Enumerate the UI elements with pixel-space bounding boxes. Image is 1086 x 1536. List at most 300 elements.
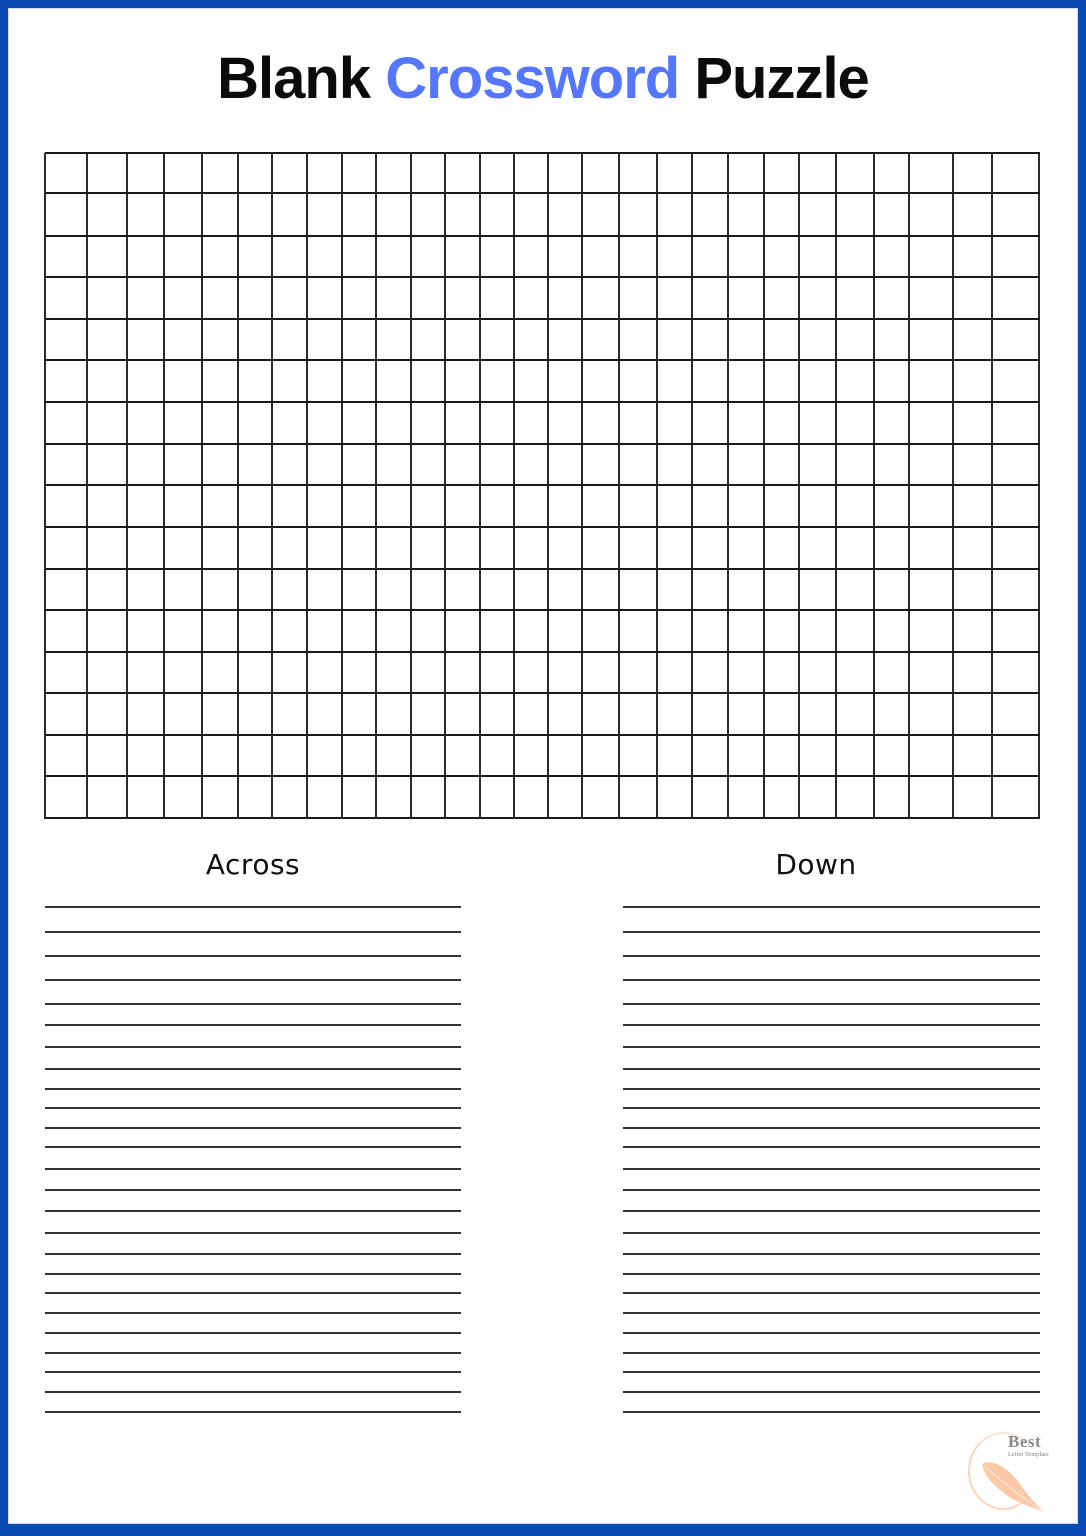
grid-cell[interactable]	[874, 735, 909, 776]
grid-cell[interactable]	[202, 444, 238, 485]
grid-cell[interactable]	[164, 610, 202, 652]
grid-cell[interactable]	[764, 610, 799, 652]
grid-cell[interactable]	[45, 693, 87, 735]
grid-cell[interactable]	[799, 610, 836, 652]
grid-cell[interactable]	[238, 153, 272, 193]
down-clue-line[interactable]	[623, 979, 1040, 981]
grid-cell[interactable]	[953, 193, 992, 236]
grid-cell[interactable]	[45, 402, 87, 444]
grid-cell[interactable]	[238, 193, 272, 236]
grid-cell[interactable]	[127, 277, 164, 319]
grid-cell[interactable]	[657, 569, 692, 610]
grid-cell[interactable]	[307, 610, 342, 652]
grid-cell[interactable]	[836, 776, 874, 818]
grid-cell[interactable]	[164, 569, 202, 610]
across-clue-line[interactable]	[45, 1312, 461, 1314]
grid-cell[interactable]	[582, 610, 619, 652]
grid-cell[interactable]	[342, 236, 376, 277]
grid-cell[interactable]	[272, 735, 307, 776]
grid-cell[interactable]	[548, 735, 582, 776]
down-clue-line[interactable]	[623, 1232, 1040, 1234]
grid-cell[interactable]	[411, 610, 445, 652]
grid-cell[interactable]	[514, 153, 548, 193]
grid-cell[interactable]	[799, 236, 836, 277]
grid-cell[interactable]	[127, 236, 164, 277]
down-clue-line[interactable]	[623, 1411, 1040, 1413]
grid-cell[interactable]	[692, 652, 728, 693]
grid-cell[interactable]	[692, 527, 728, 569]
grid-cell[interactable]	[272, 610, 307, 652]
down-clue-line[interactable]	[623, 1292, 1040, 1294]
grid-cell[interactable]	[953, 693, 992, 735]
grid-cell[interactable]	[411, 485, 445, 527]
grid-cell[interactable]	[836, 360, 874, 402]
grid-cell[interactable]	[657, 610, 692, 652]
grid-cell[interactable]	[728, 527, 764, 569]
grid-cell[interactable]	[411, 527, 445, 569]
grid-cell[interactable]	[992, 569, 1039, 610]
grid-cell[interactable]	[272, 569, 307, 610]
across-clue-line[interactable]	[45, 1232, 461, 1234]
grid-cell[interactable]	[480, 527, 514, 569]
grid-cell[interactable]	[411, 776, 445, 818]
grid-cell[interactable]	[87, 236, 127, 277]
grid-cell[interactable]	[692, 402, 728, 444]
grid-cell[interactable]	[582, 319, 619, 360]
down-clue-line[interactable]	[623, 1146, 1040, 1148]
grid-cell[interactable]	[164, 485, 202, 527]
grid-cell[interactable]	[376, 402, 411, 444]
grid-cell[interactable]	[164, 360, 202, 402]
grid-cell[interactable]	[307, 153, 342, 193]
grid-cell[interactable]	[909, 776, 953, 818]
grid-cell[interactable]	[445, 360, 480, 402]
grid-cell[interactable]	[45, 610, 87, 652]
down-clue-line[interactable]	[623, 931, 1040, 933]
grid-cell[interactable]	[764, 193, 799, 236]
grid-cell[interactable]	[836, 444, 874, 485]
grid-cell[interactable]	[764, 444, 799, 485]
grid-cell[interactable]	[909, 193, 953, 236]
grid-cell[interactable]	[728, 693, 764, 735]
grid-cell[interactable]	[307, 277, 342, 319]
grid-cell[interactable]	[728, 193, 764, 236]
grid-cell[interactable]	[514, 569, 548, 610]
grid-cell[interactable]	[874, 193, 909, 236]
grid-cell[interactable]	[127, 402, 164, 444]
grid-cell[interactable]	[202, 735, 238, 776]
grid-cell[interactable]	[692, 193, 728, 236]
grid-cell[interactable]	[514, 485, 548, 527]
grid-cell[interactable]	[619, 569, 657, 610]
grid-cell[interactable]	[445, 485, 480, 527]
grid-cell[interactable]	[764, 153, 799, 193]
grid-cell[interactable]	[874, 569, 909, 610]
grid-cell[interactable]	[657, 485, 692, 527]
grid-cell[interactable]	[764, 652, 799, 693]
grid-cell[interactable]	[376, 527, 411, 569]
grid-cell[interactable]	[45, 277, 87, 319]
grid-cell[interactable]	[874, 360, 909, 402]
grid-cell[interactable]	[657, 527, 692, 569]
grid-cell[interactable]	[164, 693, 202, 735]
grid-cell[interactable]	[127, 776, 164, 818]
grid-cell[interactable]	[480, 236, 514, 277]
grid-cell[interactable]	[953, 319, 992, 360]
across-clue-line[interactable]	[45, 1088, 461, 1090]
grid-cell[interactable]	[87, 402, 127, 444]
grid-cell[interactable]	[548, 360, 582, 402]
grid-cell[interactable]	[45, 444, 87, 485]
grid-cell[interactable]	[992, 693, 1039, 735]
grid-cell[interactable]	[548, 485, 582, 527]
grid-cell[interactable]	[619, 319, 657, 360]
grid-cell[interactable]	[87, 319, 127, 360]
grid-cell[interactable]	[411, 569, 445, 610]
grid-cell[interactable]	[799, 735, 836, 776]
grid-cell[interactable]	[548, 652, 582, 693]
grid-cell[interactable]	[836, 693, 874, 735]
grid-cell[interactable]	[202, 360, 238, 402]
grid-cell[interactable]	[582, 236, 619, 277]
grid-cell[interactable]	[548, 236, 582, 277]
grid-cell[interactable]	[127, 360, 164, 402]
grid-cell[interactable]	[836, 319, 874, 360]
grid-cell[interactable]	[45, 652, 87, 693]
grid-cell[interactable]	[582, 776, 619, 818]
grid-cell[interactable]	[164, 277, 202, 319]
grid-cell[interactable]	[514, 652, 548, 693]
grid-cell[interactable]	[909, 402, 953, 444]
across-clue-line[interactable]	[45, 1127, 461, 1129]
grid-cell[interactable]	[272, 319, 307, 360]
grid-cell[interactable]	[692, 444, 728, 485]
grid-cell[interactable]	[799, 527, 836, 569]
grid-cell[interactable]	[164, 527, 202, 569]
grid-cell[interactable]	[376, 360, 411, 402]
grid-cell[interactable]	[445, 277, 480, 319]
grid-cell[interactable]	[202, 236, 238, 277]
grid-cell[interactable]	[909, 693, 953, 735]
grid-cell[interactable]	[238, 402, 272, 444]
grid-cell[interactable]	[582, 444, 619, 485]
grid-cell[interactable]	[342, 693, 376, 735]
grid-cell[interactable]	[874, 319, 909, 360]
across-clue-line[interactable]	[45, 906, 461, 908]
grid-cell[interactable]	[272, 236, 307, 277]
grid-cell[interactable]	[376, 735, 411, 776]
grid-cell[interactable]	[127, 610, 164, 652]
grid-cell[interactable]	[307, 360, 342, 402]
grid-cell[interactable]	[202, 569, 238, 610]
grid-cell[interactable]	[127, 527, 164, 569]
grid-cell[interactable]	[411, 360, 445, 402]
grid-cell[interactable]	[127, 693, 164, 735]
grid-cell[interactable]	[992, 527, 1039, 569]
grid-cell[interactable]	[764, 776, 799, 818]
grid-cell[interactable]	[445, 610, 480, 652]
grid-cell[interactable]	[548, 153, 582, 193]
grid-cell[interactable]	[953, 776, 992, 818]
grid-cell[interactable]	[202, 610, 238, 652]
grid-cell[interactable]	[45, 569, 87, 610]
across-clue-line[interactable]	[45, 1046, 461, 1048]
grid-cell[interactable]	[272, 402, 307, 444]
grid-cell[interactable]	[619, 444, 657, 485]
grid-cell[interactable]	[953, 236, 992, 277]
grid-cell[interactable]	[307, 402, 342, 444]
grid-cell[interactable]	[992, 485, 1039, 527]
grid-cell[interactable]	[764, 236, 799, 277]
grid-cell[interactable]	[87, 693, 127, 735]
grid-cell[interactable]	[307, 693, 342, 735]
grid-cell[interactable]	[411, 153, 445, 193]
grid-cell[interactable]	[619, 360, 657, 402]
grid-cell[interactable]	[836, 402, 874, 444]
grid-cell[interactable]	[799, 569, 836, 610]
grid-cell[interactable]	[909, 277, 953, 319]
grid-cell[interactable]	[836, 153, 874, 193]
grid-cell[interactable]	[202, 527, 238, 569]
grid-cell[interactable]	[992, 402, 1039, 444]
grid-cell[interactable]	[164, 652, 202, 693]
grid-cell[interactable]	[445, 693, 480, 735]
grid-cell[interactable]	[836, 569, 874, 610]
grid-cell[interactable]	[376, 776, 411, 818]
grid-cell[interactable]	[548, 444, 582, 485]
grid-cell[interactable]	[445, 527, 480, 569]
grid-cell[interactable]	[307, 485, 342, 527]
grid-cell[interactable]	[992, 776, 1039, 818]
grid-cell[interactable]	[657, 319, 692, 360]
grid-cell[interactable]	[87, 153, 127, 193]
grid-cell[interactable]	[514, 776, 548, 818]
down-clue-line[interactable]	[623, 1024, 1040, 1026]
grid-cell[interactable]	[480, 193, 514, 236]
grid-cell[interactable]	[909, 360, 953, 402]
grid-cell[interactable]	[728, 610, 764, 652]
grid-cell[interactable]	[619, 236, 657, 277]
grid-cell[interactable]	[582, 569, 619, 610]
grid-cell[interactable]	[619, 153, 657, 193]
grid-cell[interactable]	[619, 193, 657, 236]
grid-cell[interactable]	[874, 652, 909, 693]
grid-cell[interactable]	[728, 319, 764, 360]
grid-cell[interactable]	[692, 360, 728, 402]
grid-cell[interactable]	[953, 402, 992, 444]
down-clue-line[interactable]	[623, 1332, 1040, 1334]
grid-cell[interactable]	[87, 610, 127, 652]
grid-cell[interactable]	[548, 277, 582, 319]
grid-cell[interactable]	[87, 360, 127, 402]
grid-cell[interactable]	[342, 485, 376, 527]
grid-cell[interactable]	[164, 193, 202, 236]
grid-cell[interactable]	[799, 444, 836, 485]
grid-cell[interactable]	[953, 652, 992, 693]
grid-cell[interactable]	[992, 277, 1039, 319]
grid-cell[interactable]	[272, 360, 307, 402]
grid-cell[interactable]	[87, 569, 127, 610]
grid-cell[interactable]	[619, 776, 657, 818]
grid-cell[interactable]	[764, 277, 799, 319]
grid-cell[interactable]	[874, 610, 909, 652]
grid-cell[interactable]	[692, 153, 728, 193]
grid-cell[interactable]	[799, 402, 836, 444]
grid-cell[interactable]	[45, 153, 87, 193]
grid-cell[interactable]	[272, 444, 307, 485]
grid-cell[interactable]	[582, 277, 619, 319]
grid-cell[interactable]	[874, 277, 909, 319]
grid-cell[interactable]	[836, 236, 874, 277]
grid-cell[interactable]	[127, 319, 164, 360]
grid-cell[interactable]	[548, 527, 582, 569]
grid-cell[interactable]	[728, 402, 764, 444]
grid-cell[interactable]	[992, 236, 1039, 277]
grid-cell[interactable]	[45, 776, 87, 818]
grid-cell[interactable]	[342, 319, 376, 360]
grid-cell[interactable]	[548, 776, 582, 818]
down-clue-line[interactable]	[623, 1189, 1040, 1191]
grid-cell[interactable]	[480, 277, 514, 319]
grid-cell[interactable]	[514, 444, 548, 485]
grid-cell[interactable]	[376, 652, 411, 693]
down-clue-line[interactable]	[623, 1312, 1040, 1314]
grid-cell[interactable]	[836, 193, 874, 236]
grid-cell[interactable]	[514, 610, 548, 652]
grid-cell[interactable]	[164, 319, 202, 360]
across-clue-line[interactable]	[45, 1411, 461, 1413]
grid-cell[interactable]	[480, 485, 514, 527]
grid-cell[interactable]	[342, 153, 376, 193]
grid-cell[interactable]	[411, 277, 445, 319]
grid-cell[interactable]	[874, 527, 909, 569]
grid-cell[interactable]	[238, 485, 272, 527]
down-clue-line[interactable]	[623, 1352, 1040, 1354]
grid-cell[interactable]	[480, 652, 514, 693]
across-clue-line[interactable]	[45, 1168, 461, 1170]
grid-cell[interactable]	[238, 360, 272, 402]
down-clue-line[interactable]	[623, 1088, 1040, 1090]
grid-cell[interactable]	[376, 569, 411, 610]
down-clue-line[interactable]	[623, 1127, 1040, 1129]
grid-cell[interactable]	[548, 319, 582, 360]
grid-cell[interactable]	[657, 735, 692, 776]
grid-cell[interactable]	[164, 153, 202, 193]
grid-cell[interactable]	[87, 444, 127, 485]
down-clue-line[interactable]	[623, 1068, 1040, 1070]
grid-cell[interactable]	[202, 693, 238, 735]
grid-cell[interactable]	[445, 652, 480, 693]
grid-cell[interactable]	[764, 527, 799, 569]
grid-cell[interactable]	[202, 153, 238, 193]
grid-cell[interactable]	[376, 485, 411, 527]
grid-cell[interactable]	[445, 735, 480, 776]
grid-cell[interactable]	[728, 735, 764, 776]
grid-cell[interactable]	[992, 153, 1039, 193]
grid-cell[interactable]	[728, 360, 764, 402]
down-clue-line[interactable]	[623, 1210, 1040, 1212]
grid-cell[interactable]	[514, 360, 548, 402]
grid-cell[interactable]	[619, 277, 657, 319]
grid-cell[interactable]	[874, 485, 909, 527]
grid-cell[interactable]	[87, 652, 127, 693]
grid-cell[interactable]	[514, 193, 548, 236]
grid-cell[interactable]	[953, 569, 992, 610]
grid-cell[interactable]	[480, 360, 514, 402]
grid-cell[interactable]	[376, 610, 411, 652]
grid-cell[interactable]	[874, 236, 909, 277]
grid-cell[interactable]	[376, 693, 411, 735]
grid-cell[interactable]	[45, 236, 87, 277]
grid-cell[interactable]	[445, 444, 480, 485]
grid-cell[interactable]	[342, 735, 376, 776]
grid-cell[interactable]	[657, 360, 692, 402]
grid-cell[interactable]	[411, 693, 445, 735]
grid-cell[interactable]	[238, 236, 272, 277]
grid-cell[interactable]	[411, 236, 445, 277]
grid-cell[interactable]	[480, 402, 514, 444]
grid-cell[interactable]	[799, 360, 836, 402]
grid-cell[interactable]	[87, 735, 127, 776]
grid-cell[interactable]	[953, 610, 992, 652]
grid-cell[interactable]	[992, 610, 1039, 652]
grid-cell[interactable]	[127, 652, 164, 693]
grid-cell[interactable]	[836, 527, 874, 569]
grid-cell[interactable]	[953, 444, 992, 485]
grid-cell[interactable]	[342, 444, 376, 485]
grid-cell[interactable]	[164, 444, 202, 485]
grid-cell[interactable]	[836, 735, 874, 776]
grid-cell[interactable]	[548, 569, 582, 610]
grid-cell[interactable]	[692, 569, 728, 610]
grid-cell[interactable]	[45, 360, 87, 402]
grid-cell[interactable]	[411, 319, 445, 360]
grid-cell[interactable]	[238, 735, 272, 776]
grid-cell[interactable]	[307, 319, 342, 360]
grid-cell[interactable]	[799, 652, 836, 693]
down-clue-line[interactable]	[623, 1046, 1040, 1048]
grid-cell[interactable]	[764, 360, 799, 402]
grid-cell[interactable]	[582, 485, 619, 527]
grid-cell[interactable]	[657, 193, 692, 236]
grid-cell[interactable]	[411, 402, 445, 444]
grid-cell[interactable]	[657, 693, 692, 735]
grid-cell[interactable]	[909, 319, 953, 360]
grid-cell[interactable]	[202, 277, 238, 319]
grid-cell[interactable]	[619, 610, 657, 652]
across-clue-line[interactable]	[45, 1210, 461, 1212]
grid-cell[interactable]	[87, 277, 127, 319]
grid-cell[interactable]	[342, 527, 376, 569]
grid-cell[interactable]	[657, 444, 692, 485]
grid-cell[interactable]	[307, 193, 342, 236]
grid-cell[interactable]	[272, 527, 307, 569]
grid-cell[interactable]	[342, 402, 376, 444]
grid-cell[interactable]	[342, 652, 376, 693]
grid-cell[interactable]	[692, 277, 728, 319]
grid-cell[interactable]	[445, 236, 480, 277]
grid-cell[interactable]	[480, 569, 514, 610]
grid-cell[interactable]	[953, 527, 992, 569]
grid-cell[interactable]	[411, 735, 445, 776]
grid-cell[interactable]	[582, 193, 619, 236]
grid-cell[interactable]	[445, 402, 480, 444]
grid-cell[interactable]	[87, 527, 127, 569]
grid-cell[interactable]	[953, 485, 992, 527]
grid-cell[interactable]	[799, 776, 836, 818]
grid-cell[interactable]	[376, 236, 411, 277]
grid-cell[interactable]	[909, 527, 953, 569]
